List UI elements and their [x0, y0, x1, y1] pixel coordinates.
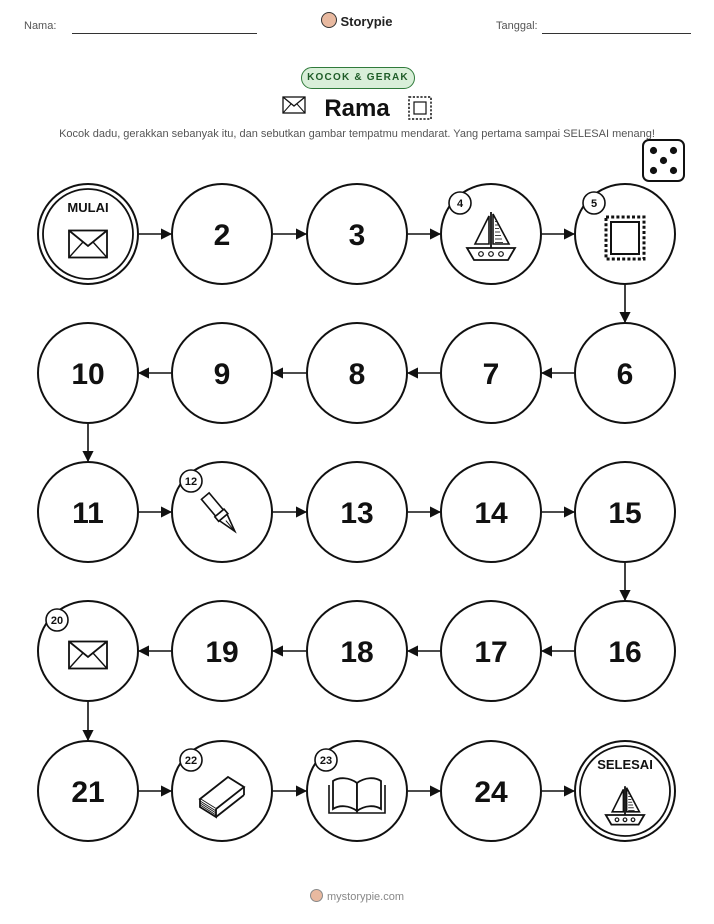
board-space-20 — [38, 601, 138, 701]
board-space-19 — [172, 601, 272, 701]
badge-number: 23 — [319, 755, 333, 767]
badge-number: 20 — [50, 615, 64, 627]
space-number: 19 — [205, 636, 239, 669]
footer-url: mystorypie.com — [326, 891, 405, 903]
badge-number: 4 — [456, 198, 464, 210]
envelope-icon — [69, 231, 107, 258]
space-number-badge — [46, 609, 68, 631]
dice-icon — [643, 140, 684, 181]
space-number: 24 — [474, 776, 508, 809]
footer — [0, 889, 714, 903]
start-label: MULAI — [67, 200, 109, 215]
board-space-16 — [575, 601, 675, 701]
brand-name: Storypie — [340, 14, 393, 29]
space-number-badge — [315, 749, 337, 771]
board-space-22 — [172, 741, 272, 841]
space-number-badge — [449, 192, 471, 214]
dice-pip — [650, 167, 657, 174]
space-number: 3 — [348, 219, 366, 252]
badge-number: 22 — [184, 755, 198, 767]
stamp-icon — [606, 217, 644, 259]
board-space-3 — [307, 184, 407, 284]
board-space-12 — [172, 462, 272, 562]
dice-pip — [660, 157, 667, 164]
board-space-18 — [307, 601, 407, 701]
space-number: 16 — [608, 636, 642, 669]
board-space-6 — [575, 323, 675, 423]
board-space-14 — [441, 462, 541, 562]
footer-bear-icon — [310, 889, 323, 902]
space-number: 17 — [474, 636, 508, 669]
space-number: 14 — [474, 497, 508, 530]
space-number: 21 — [71, 776, 105, 809]
space-number: 11 — [72, 497, 104, 530]
space-number: 15 — [608, 497, 642, 530]
board-space-11 — [38, 462, 138, 562]
board-space-4 — [441, 184, 541, 284]
board-space-13 — [307, 462, 407, 562]
space-number: 2 — [213, 219, 231, 252]
dice-pip — [670, 167, 677, 174]
space-number: 18 — [340, 636, 374, 669]
date-label: Tanggal: — [496, 20, 538, 32]
badge-number: 5 — [590, 198, 598, 210]
board-space-1 — [38, 184, 138, 284]
board-space-5 — [575, 184, 675, 284]
badge-number: 12 — [184, 476, 198, 488]
space-number: 7 — [482, 358, 500, 391]
board-space-25 — [575, 741, 675, 841]
space-number-badge — [180, 749, 202, 771]
space-number: 8 — [348, 358, 366, 391]
page-title: Rama — [324, 95, 390, 122]
open-book-icon — [329, 778, 385, 813]
space-number-badge — [180, 470, 202, 492]
board-space-17 — [441, 601, 541, 701]
board-space-15 — [575, 462, 675, 562]
finish-label: SELESAI — [597, 757, 653, 772]
space-number: 10 — [71, 358, 105, 391]
board-space-24 — [441, 741, 541, 841]
space-number: 9 — [213, 358, 231, 391]
board-space-2 — [172, 184, 272, 284]
activity-pill: KOCOK & GERAK — [301, 67, 415, 89]
board-space-23 — [307, 741, 407, 841]
space-number-badge — [583, 192, 605, 214]
space-number: 6 — [616, 358, 634, 391]
board-space-21 — [38, 741, 138, 841]
envelope-icon — [69, 642, 107, 669]
space-number: 13 — [340, 497, 374, 530]
board-space-10 — [38, 323, 138, 423]
name-label: Nama: — [24, 20, 57, 32]
board-space-7 — [441, 323, 541, 423]
board-space-9 — [172, 323, 272, 423]
dice-pip — [670, 147, 677, 154]
board-space-8 — [307, 323, 407, 423]
dice-pip — [650, 147, 657, 154]
instructions: Kocok dadu, gerakkan sebanyak itu, dan sebutkan gambar tempatmu mendarat. Yang pertama sampai SELESAI menang! — [59, 128, 655, 140]
